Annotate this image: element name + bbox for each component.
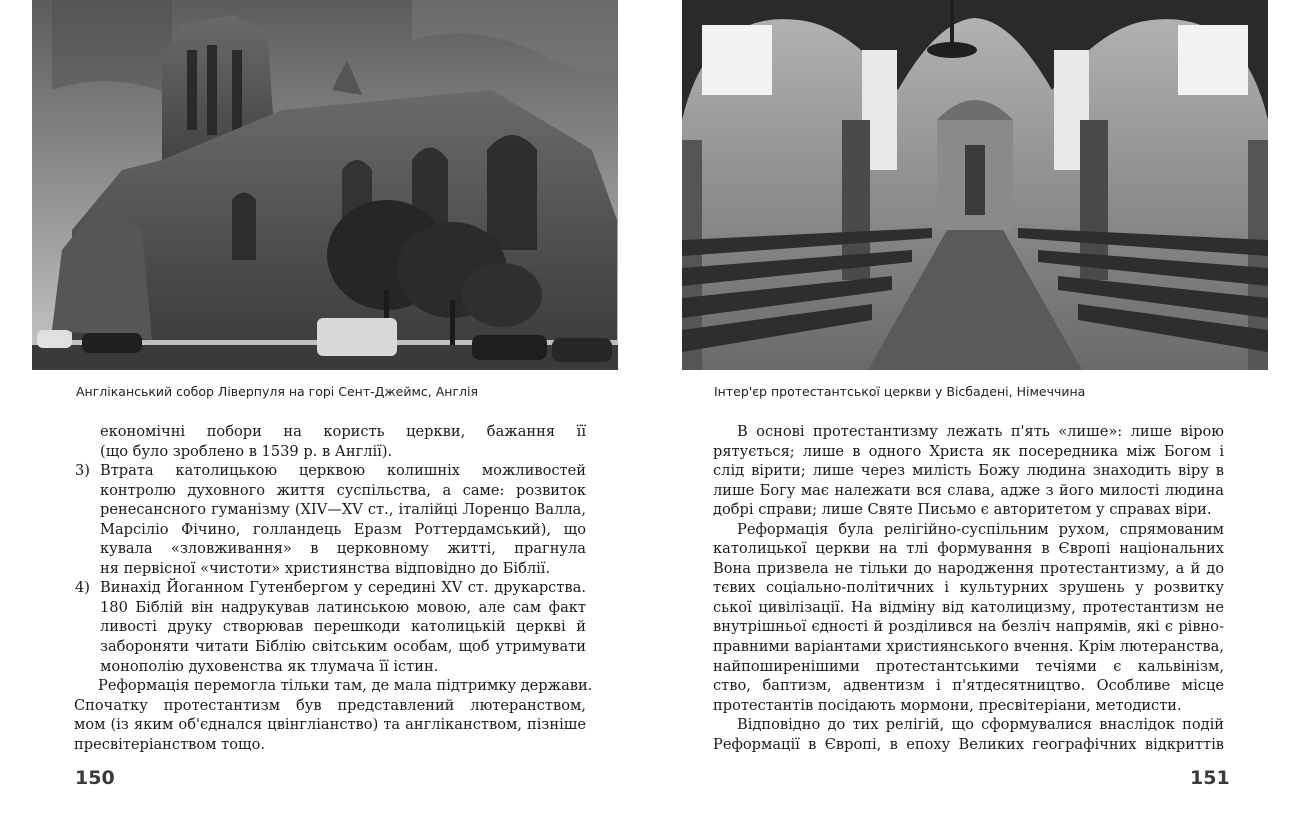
text-line: контролю духовного життя суспільства, а саме: розвиток (100, 481, 586, 499)
text-line: забороняти читати Біблію світським особам, щоб утримувати (100, 638, 586, 656)
text-line: ство, баптизм, адвентизм і п'ятдесятництво. Особливе місце (713, 677, 1224, 695)
text-line: правними варіантами християнського вчення. Крім лютеранства, (713, 638, 1224, 656)
text-line: Втрата католицькою церквою колишніх можливостей (100, 462, 586, 480)
right-page-text (713, 422, 1224, 754)
text-line: лише Богу має належати вся слава, адже з його милості людина (713, 481, 1224, 499)
text-line: найпоширенішими протестантськими течіями є кальвінізм, (713, 657, 1224, 675)
text-line: Марсіліо Фічино, голландець Еразм Роттердамський), що (100, 520, 586, 538)
text-line: монополію духовенства як тлумача її істин. (100, 657, 439, 675)
page-number-right: 151 (1190, 767, 1230, 789)
text-line: Спочатку протестантизм був представлений лютеранством, (74, 696, 586, 714)
text-line: слід вірити; лише через милість Божу людина знаходить віру в (713, 462, 1224, 480)
text-line: мом (із яким об'єднался цвінгліанство) та англіканством, пізніше (74, 716, 586, 734)
wiesbaden-church-interior-photo (682, 0, 1268, 370)
text-line: кувала «зловживання» в церковному житті, прагнула (100, 540, 586, 558)
text-line: Реформація перемогла тільки там, де мала підтримку держави. (98, 677, 593, 695)
text-line: В основі протестантизму лежать п'ять «лише»: лише вірою (737, 423, 1224, 440)
text-line: тєвих соціально-політичних і культурних зрушень у розвитку (713, 579, 1224, 597)
text-line: добрі справи; лише Святе Письмо є авторитетом у справах віри. (713, 501, 1212, 519)
text-line: ренесансного гуманізму (XIV—XV ст., італійці Лоренцо Валла, (100, 501, 586, 519)
text-line: Реформації в Європі, в епоху Великих географічних відкриттів (713, 735, 1224, 753)
text-line: Реформація була релігійно-суспільним рухом, спрямованим (737, 520, 1224, 538)
list-item-4 (74, 578, 586, 598)
text-line: внутрішньої єдності й розділився на безліч напрямів, які є рівно- (713, 618, 1224, 636)
text-line: економічні побори на користь церкви, бажання її (100, 423, 586, 440)
text-line: 180 Біблій він надрукував латинською мовою, але сам факт (100, 598, 586, 616)
text-line: (що було зроблено в 1539 р. в Англії). (100, 442, 393, 460)
list-number: 3) (75, 462, 90, 480)
left-page-text (74, 422, 593, 754)
text-line: ської цивілізації. На відміну від католицизму, протестантизм не (713, 598, 1224, 616)
right-photo-caption: Інтер'єр протестантської церкви у Вісбадені, Німеччина (714, 384, 1086, 399)
page-number-left: 150 (75, 767, 115, 789)
text-line: Вона призвела не тільки до народження протестантизму, а й до (713, 559, 1224, 577)
text-line: Винахід Йоганном Гутенбергом у середині XV ст. друкарства. (100, 579, 586, 597)
text-line: Відповідно до тих релігій, що сформувалися внаслідок подій (737, 716, 1224, 734)
list-item-3 (74, 461, 586, 481)
text-line: католицької церкви на тлі формування в Європі національних (713, 540, 1224, 558)
text-line: ливості друку створював перешкоди католицькій церкві й (100, 618, 586, 636)
list-number: 4) (75, 579, 90, 597)
text-line: ня первісної «чистоти» християнства відповідно до Біблії. (100, 559, 551, 577)
liverpool-cathedral-photo (32, 0, 618, 370)
text-line: протестантів посідають мормони, пресвітеріани, методисти. (713, 696, 1182, 714)
left-photo-caption: Англіканський собор Ліверпуля на горі Сент-Джеймс, Англія (76, 384, 478, 399)
text-line: пресвітеріанством тощо. (74, 735, 266, 753)
text-line: рятується; лише в одного Христа як посередника між Богом і (713, 442, 1224, 460)
